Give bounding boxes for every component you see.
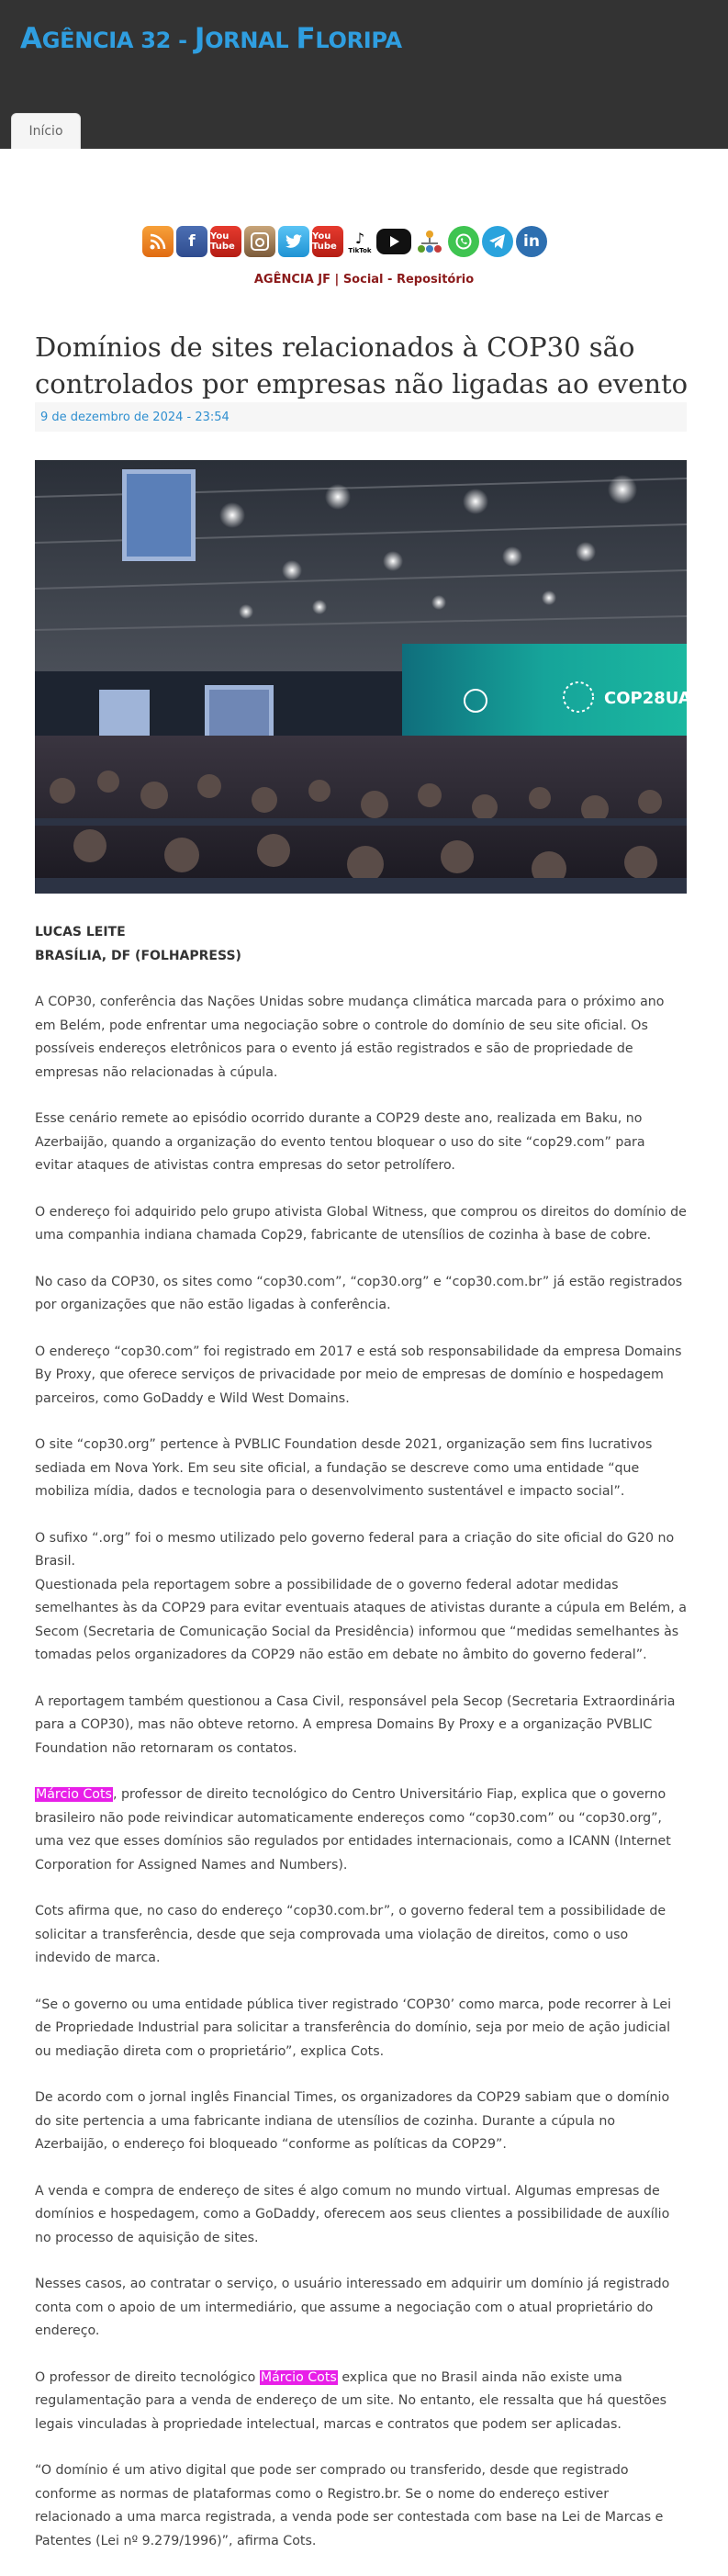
site-title-part: A xyxy=(20,22,42,55)
highlighted-name: Márcio Cots xyxy=(36,1787,112,1802)
paragraph: “O domínio é um ativo digital que pode ser comprado ou transferido, desde que registrado conforme as normas de plataformas como o Registro.br. Se o nome do endereço estiver relacionado a uma marca registrada, a venda pode ser contestada com base na Lei de Marcas e Patentes (Lei nº 9.279/1996)”, afirma Cots. xyxy=(35,2463,664,2548)
youtube-icon[interactable] xyxy=(210,226,241,257)
paragraph-text: explica que no Brasil ainda não existe uma regulamentação para a venda de endereço de um site. No entanto, ele ressalta que há questões legais vinculadas à propriedade intelectual, marcas e contratos que podem ser aplicadas. xyxy=(35,2369,667,2432)
tiktok-icon[interactable]: ♪ TikTok xyxy=(346,226,374,257)
paragraph-text: , professor de direito tecnológico do Centro Universitário Fiap, explica que o governo brasileiro não pode reivindicar automaticamente endereços como “cop30.com” ou “cop30.org”, uma vez que esses domínios são regulados por entidades internacionais, como a ICANN (Internet Corporation for Assigned Names and Numbers). xyxy=(35,1787,671,1873)
whatsapp-icon[interactable] xyxy=(448,226,479,257)
paragraph: De acordo com o jornal inglês Financial Times, os organizadores da COP29 sabiam que o domínio do site pertencia a uma fabricante indiana de utensílios de cozinha. Durante a cúpula no Azerbaijão, o endereço foi bloqueado “conforme as políticas da COP29”. xyxy=(35,2090,670,2152)
paragraph: O site “cop30.org” pertence à PVBLIC Foundation desde 2021, organização sem fins lucrativos sediada em Nova York. Em seu site oficial, a fundação se descreve como uma entidade “que mobiliza mídia, dados e tecnologia para o desenvolvimento sustentável e impacto social”. xyxy=(35,1437,653,1499)
conference-hall-image xyxy=(35,460,703,894)
paragraph: “Se o governo ou uma entidade pública tiver registrado ‘COP30’ como marca, pode recorrer à Lei de Propriedade Industrial para solicitar a transferência do domínio, seja por meio de ação judicial ou mediação direta com o proprietário”, explica Cots. xyxy=(35,1997,672,2059)
agencia-link[interactable]: AGÊNCIA JF | Social - Repositório xyxy=(253,273,475,287)
paragraph xyxy=(35,1527,687,1668)
paragraph xyxy=(35,2367,687,2437)
telegram-icon[interactable] xyxy=(482,226,513,257)
nav-tab-inicio[interactable]: Início xyxy=(11,113,81,149)
paragraph-text: Questionada pela reportagem sobre a possibilidade de o governo federal adotar medidas semelhantes às da COP29 para evitar eventuais ataques de ativistas durante a cúpula em Belém, a Secom (Secretaria de Comunicação Social da Presidência) informou que “medidas semelhantes às tomadas pelos organizadores da COP29 não estão em debate no âmbito do governo federal”. xyxy=(35,1577,687,1662)
article-photo xyxy=(35,460,703,894)
site-title-part: J xyxy=(194,22,206,55)
site-title[interactable] xyxy=(20,22,402,55)
article-date-bar xyxy=(35,402,687,432)
sitemap-icon[interactable] xyxy=(414,226,445,257)
paragraph: Cots afirma que, no caso do endereço “cop30.com.br”, o governo federal tem a possibilidade de solicitar a transferência, desde que seja comprovada uma violação de direitos, como o uso indevido de marca. xyxy=(35,1904,666,1965)
paragraph-text: O sufixo “.org” foi o mesmo utilizado pelo governo federal para a criação do site oficial do G20 no Brasil. xyxy=(35,1530,675,1569)
paragraph: A venda e compra de endereço de sites é algo comum no mundo virtual. Algumas empresas de domínios e hospedagem, como a GoDaddy, oferecem aos seus clientes a possibilidade de auxílio no processo de aquisição de sites. xyxy=(35,2183,670,2245)
youtube-label: You Tube xyxy=(312,231,337,252)
byline-location: BRASÍLIA, DF (FOLHAPRESS) xyxy=(35,948,241,963)
paragraph: A COP30, conferência das Nações Unidas sobre mudança climática marcada para o próximo ano em Belém, pode enfrentar uma negociação sobre o controle do domínio de seu site oficial. Os possíveis endereços eletrônicos para o evento já estão registrados e são de propriedade de empresas não relacionadas à cúpula. xyxy=(35,995,665,1080)
youtube-label: You Tube xyxy=(210,231,235,252)
site-title-part: F xyxy=(296,22,316,55)
site-title-part: GÊNCIA 32 - xyxy=(41,28,195,53)
article-byline xyxy=(35,921,687,968)
linkedin-icon[interactable]: in xyxy=(516,226,547,257)
tiktok-label: TikTok xyxy=(348,246,372,254)
paragraph: Esse cenário remete ao episódio ocorrido durante a COP29 deste ano, realizada em Baku, no Azerbaijão, quando a organização do evento tentou bloquear o uso do site “cop29.com” para evitar ataques de ativistas contra empresas do setor petrolífero. xyxy=(35,1111,645,1173)
social-icons-bar xyxy=(142,226,547,257)
photo-sign: COP28UAE xyxy=(604,689,703,708)
paragraph: No caso da COP30, os sites como “cop30.com”, “cop30.org” e “cop30.com.br” já estão registrados por organizações que não estão ligadas à conferência. xyxy=(35,1274,683,1312)
article-title: Domínios de sites relacionados à COP30 são controlados por empresas não ligadas ao evento xyxy=(35,332,689,399)
paragraph: Nesses casos, ao contratar o serviço, o usuário interessado em adquirir um domínio já registrado conta com o apoio de um intermediário, que assume a negociação com o atual proprietário do endereço. xyxy=(35,2277,670,2338)
video-play-icon[interactable] xyxy=(376,229,411,254)
paragraph xyxy=(35,1783,687,1877)
site-title-part: ORNAL xyxy=(205,28,297,53)
paragraph: A reportagem também questionou a Casa Civil, responsável pela Secop (Secretaria Extraordinária para a COP30), mas não obteve retorno. A empresa Domains By Proxy e a organização PVBLIC Foundation não retornaram os contatos. xyxy=(35,1693,676,1756)
instagram-icon[interactable] xyxy=(244,226,275,257)
youtube-icon[interactable] xyxy=(312,226,343,257)
article-body xyxy=(35,921,687,2576)
twitter-icon[interactable] xyxy=(278,226,309,257)
paragraph: O endereço foi adquirido pelo grupo ativista Global Witness, que comprou os direitos do domínio de uma companhia indiana chamada Cop29, fabricante de utensílios de cozinha à base de cobre. xyxy=(35,1204,687,1243)
rss-icon[interactable] xyxy=(142,226,174,257)
article-date[interactable]: 9 de dezembro de 2024 - 23:54 xyxy=(40,410,230,424)
paragraph-text: O professor de direito tecnológico xyxy=(35,2369,260,2385)
byline-author: LUCAS LEITE xyxy=(35,925,126,939)
facebook-icon[interactable]: f xyxy=(176,226,207,257)
site-header xyxy=(0,0,728,149)
highlighted-name: Márcio Cots xyxy=(260,2369,337,2385)
site-title-part: LORIPA xyxy=(315,28,402,53)
paragraph: O endereço “cop30.com” foi registrado em 2017 e está sob responsabilidade da empresa Domains By Proxy, que oferece serviços de privacidade por meio de empresas de domínio e hospedagem parceiros, como GoDaddy e Wild West Domains. xyxy=(35,1344,682,1406)
